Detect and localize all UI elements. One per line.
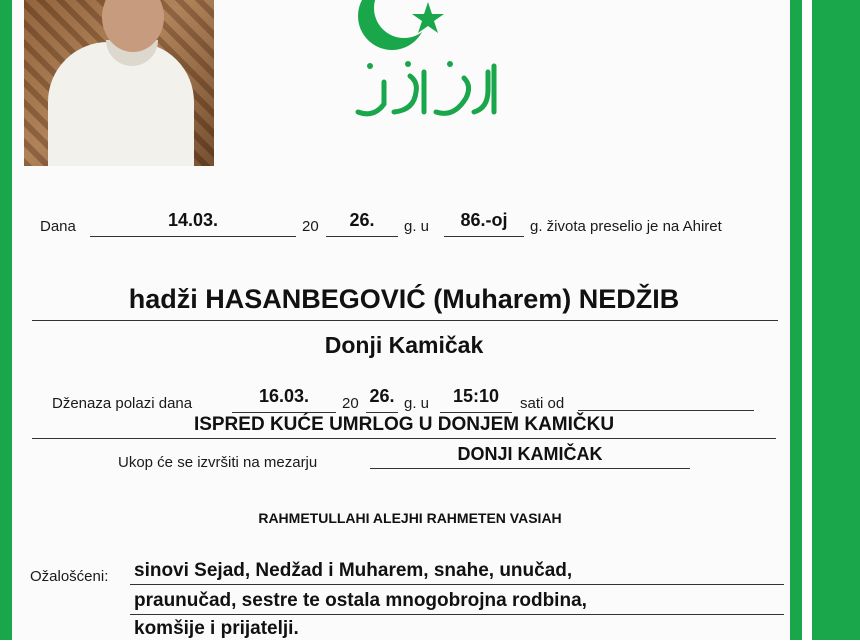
dana-label: Dana (40, 218, 76, 235)
mourners-line-2: praunučad, sestre te ostala mnogobrojna rodbina, (130, 590, 784, 615)
sati-od-blank (578, 410, 754, 411)
mourners-label: Ožalošćeni: (30, 568, 109, 585)
deceased-name: hadži HASANBEGOVIĆ (Muharem) NEDŽIB (128, 284, 680, 314)
g-u-label: g. u (404, 218, 430, 235)
dzenaza-g-u-label: g. u (404, 395, 430, 412)
name-underline (32, 320, 778, 321)
deceased-place: Donji Kamičak (324, 332, 484, 358)
mourners-line-1: sinovi Sejad, Nedžad i Muharem, snahe, unučad, (130, 560, 784, 585)
mourners-line-3: komšije i prijatelji. (134, 618, 299, 639)
mezarje-name: DONJI KAMIČAK (370, 444, 690, 469)
dzenaza-location: ISPRED KUĆE UMRLOG U DONJEM KAMIČKU (193, 414, 615, 435)
dzenaza-year-prefix: 20 (342, 395, 359, 412)
location-underline (32, 438, 776, 439)
dzenaza-time: 15:10 (440, 386, 512, 413)
portrait-photo (24, 0, 214, 166)
crescent-star-emblem (350, 0, 500, 140)
death-date: 14.03. (90, 210, 296, 237)
life-text: g. života preselio je na Ahiret (530, 218, 722, 235)
sati-od-label: sati od (520, 395, 565, 412)
year-prefix: 20 (302, 218, 319, 235)
prayer-text: RAHMETULLAHI ALEJHI RAHMETEN VASIAH (258, 510, 562, 526)
arabic-calligraphy-icon (350, 61, 494, 114)
age-value: 86.-oj (444, 210, 524, 237)
right-green-border-outer (812, 0, 860, 640)
left-green-border (0, 0, 12, 640)
dzenaza-year: 26. (366, 386, 398, 413)
dzenaza-label: Dženaza polazi dana (52, 395, 193, 412)
right-green-border-inner (790, 0, 802, 640)
dzenaza-date: 16.03. (232, 386, 336, 413)
crescent-star-icon (358, 0, 444, 50)
ukop-label: Ukop će se izvršiti na mezarju (118, 454, 318, 471)
death-year: 26. (326, 210, 398, 237)
